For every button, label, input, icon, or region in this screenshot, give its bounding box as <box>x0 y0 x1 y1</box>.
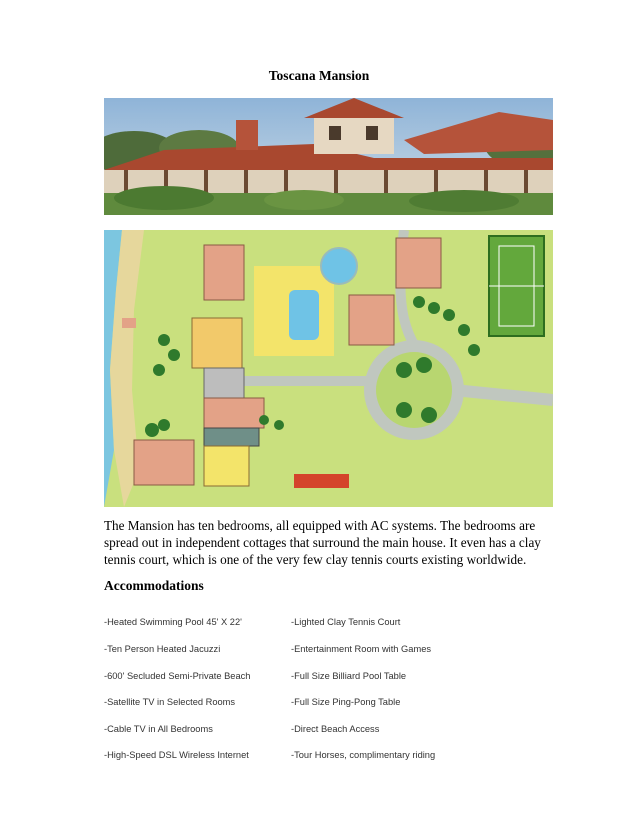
amenity-item: -High-Speed DSL Wireless Internet <box>104 750 249 760</box>
site-plan-map <box>104 230 553 507</box>
amenity-item: -Entertainment Room with Games <box>291 644 432 654</box>
page-title: Toscana Mansion <box>268 68 370 83</box>
amenity-item: -Heated Swimming Pool 45' X 22' <box>104 617 242 627</box>
amenity-item: -Cable TV in All Bedrooms <box>104 724 213 734</box>
amenity-item: -Direct Beach Access <box>291 724 380 734</box>
amenity-item: -600' Secluded Semi-Private Beach <box>104 671 251 681</box>
amenity-item: -Tour Horses, complimentary riding <box>291 750 436 760</box>
amenity-item: -Ten Person Heated Jacuzzi <box>104 644 221 654</box>
amenity-item: -Full Size Ping-Pong Table <box>291 697 401 707</box>
accommodations-heading: Accommodations <box>104 578 204 593</box>
mansion-photo <box>104 98 553 215</box>
intro-paragraph: The Mansion has ten bedrooms, all equipped with AC systems. The bedrooms are spread out in independent cottages that surround the main house. It even has a clay tennis court, which is one of the very few clay tennis courts existing worldwide. <box>104 518 541 567</box>
amenity-item: -Full Size Billiard Pool Table <box>291 671 407 681</box>
amenity-item: -Satellite TV in Selected Rooms <box>104 697 236 707</box>
amenity-item: -Lighted Clay Tennis Court <box>291 617 401 627</box>
